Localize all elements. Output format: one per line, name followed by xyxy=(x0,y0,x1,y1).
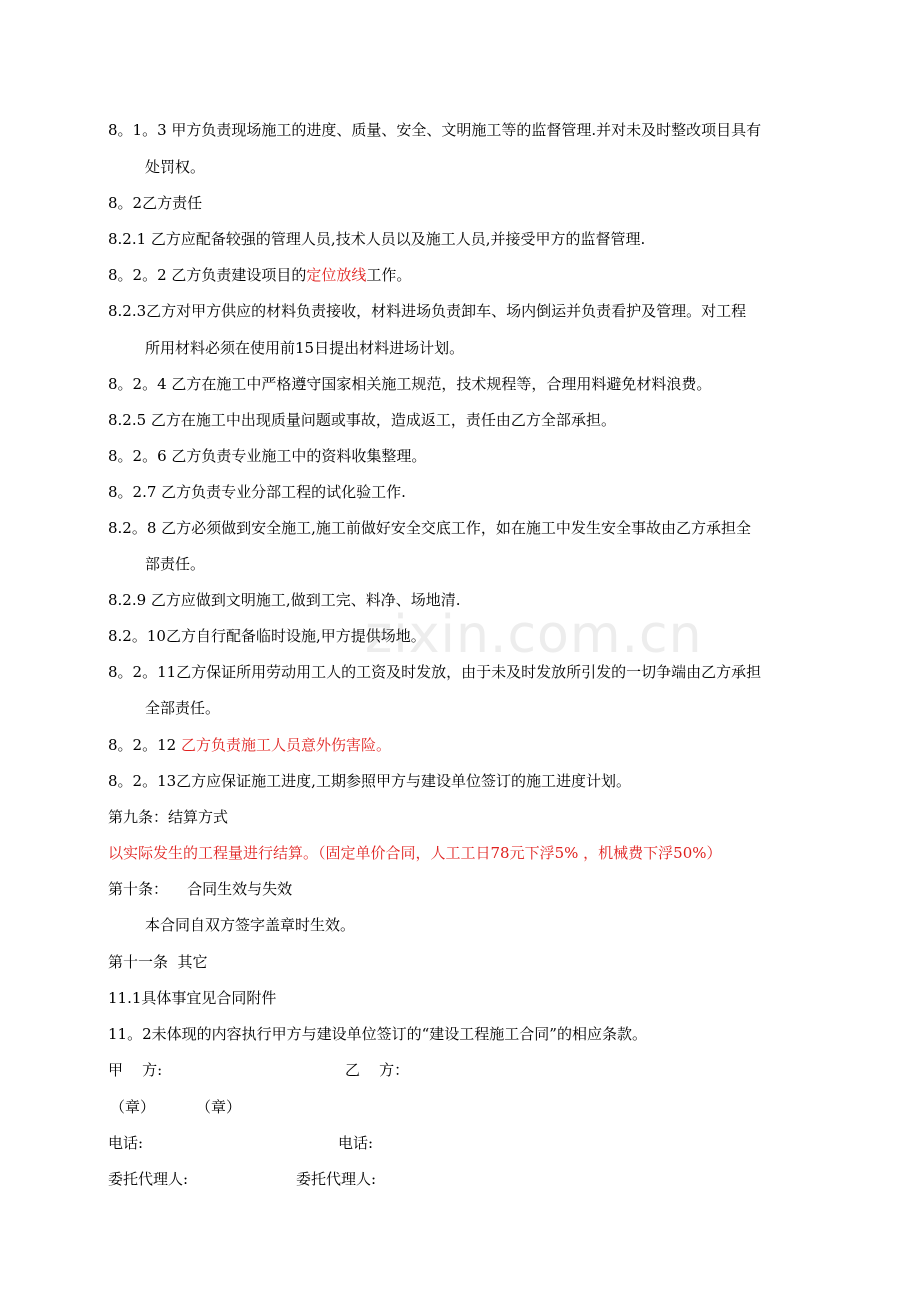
seal-a: （章） xyxy=(110,1098,156,1116)
party-a-label: 甲 方: xyxy=(108,1061,163,1079)
clause-8-2-10: 8.2。10乙方自行配备临时设施,甲方提供场地。 xyxy=(108,627,426,645)
clause-8-2-7: 8。2.7 乙方负责专业分部工程的试化验工作. xyxy=(108,483,406,501)
clause-8-2-3: 8.2.3乙方对甲方供应的材料负责接收，材料进场负责卸车、场内倒运并负责看护及管理。对工程 xyxy=(108,302,747,320)
clause-8-2-2-suffix: 工作。 xyxy=(366,266,412,284)
clause-8-2-4: 8。2。4 乙方在施工中严格遵守国家相关施工规范，技术规程等，合理用料避免材料浪费。 xyxy=(108,375,712,393)
clause-8-2-6: 8。2。6 乙方负责专业施工中的资料收集整理。 xyxy=(108,447,427,465)
clause-8-1-3-cont: 处罚权。 xyxy=(145,158,206,176)
clause-8-2-1: 8.2.1 乙方应配备较强的管理人员,技术人员以及施工人员,并接受甲方的监督管理. xyxy=(108,230,646,248)
clause-8-2-9: 8.2.9 乙方应做到文明施工,做到工完、料净、场地清. xyxy=(108,591,461,609)
clause-8-2-2-prefix: 8。2。2 乙方负责建设项目的 xyxy=(108,266,307,284)
clause-8-2-5: 8.2.5 乙方在施工中出现质量问题或事故，造成返工，责任由乙方全部承担。 xyxy=(108,411,616,429)
clause-8-2-8: 8.2。8 乙方必须做到安全施工,施工前做好安全交底工作，如在施工中发生安全事故由乙方承担全 xyxy=(108,519,751,537)
clause-8-2-2 xyxy=(108,265,411,285)
clause-8-2-2-highlight: 定位放线 xyxy=(306,266,367,284)
clause-11-2: 11。2未体现的内容执行甲方与建设单位签订的“建设工程施工合同”的相应条款。 xyxy=(108,1025,647,1043)
clause-8-2-11-cont: 全部责任。 xyxy=(145,699,221,717)
article-9-body: 以实际发生的工程量进行结算。（固定单价合同，人工工日78元下浮5% ，机械费下浮50%） xyxy=(108,844,722,862)
watermark: zixin.com.cn xyxy=(365,605,703,665)
seal-b: （章） xyxy=(196,1098,242,1116)
party-b-label: 乙 方： xyxy=(345,1061,410,1079)
clause-8-2-8-cont: 部责任。 xyxy=(145,555,206,573)
article-11-heading: 第十一条 其它 xyxy=(108,953,208,971)
clause-8-1-3: 8。1。3 甲方负责现场施工的进度、质量、安全、文明施工等的监督管理.并对未及时整改项目具有 xyxy=(108,121,762,139)
phone-a-label: 电话: xyxy=(108,1134,144,1152)
heading-8-2: 8。2乙方责任 xyxy=(108,194,203,212)
clause-8-2-11: 8。2。11乙方保证所用劳动用工人的工资及时发放，由于未及时发放所引发的一切争端由乙方承担 xyxy=(108,663,762,681)
clause-8-2-12-prefix: 8。2。12 xyxy=(108,736,181,754)
agent-a-label: 委托代理人: xyxy=(108,1170,189,1188)
clause-8-2-3-cont: 所用材料必须在使用前15日提出材料进场计划。 xyxy=(145,339,465,357)
agent-b-label: 委托代理人: xyxy=(296,1170,377,1188)
clause-11-1: 11.1具体事宜见合同附件 xyxy=(108,989,277,1007)
phone-b-label: 电话: xyxy=(338,1134,374,1152)
article-9-heading: 第九条：结算方式 xyxy=(108,808,229,826)
article-10-body: 本合同自双方签字盖章时生效。 xyxy=(145,916,356,934)
article-10-heading: 第十条： 合同生效与失效 xyxy=(108,880,293,898)
clause-8-2-12-highlight: 乙方负责施工人员意外伤害险。 xyxy=(180,736,391,754)
clause-8-2-12 xyxy=(108,735,391,755)
clause-8-2-13: 8。2。13乙方应保证施工进度,工期参照甲方与建设单位签订的施工进度计划。 xyxy=(108,772,631,790)
